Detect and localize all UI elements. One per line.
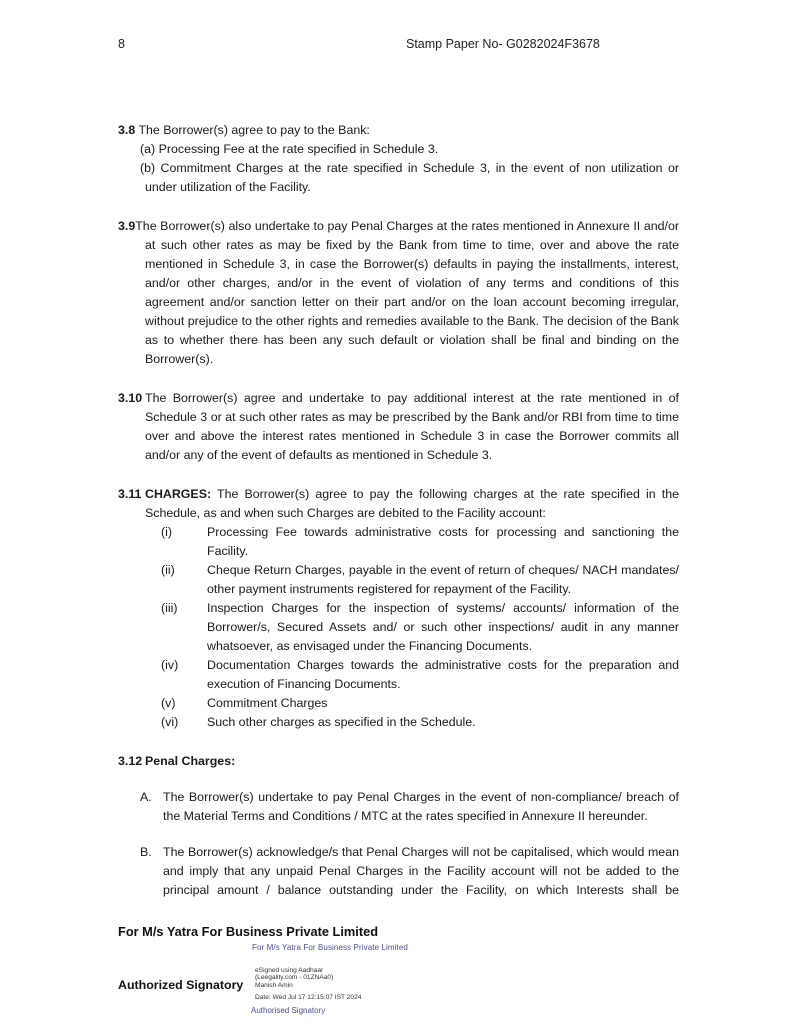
clause-number: 3.11 [118, 487, 142, 501]
item-number: (ii) [161, 563, 175, 577]
authorized-signatory-label: Authorized Signatory [118, 978, 244, 992]
charge-item-ii [118, 561, 679, 599]
text-line: Inspection Charges for the inspection of systems/ accounts/ information of the [207, 601, 679, 615]
clause-number: 3.8 [118, 123, 136, 137]
charge-item-iii [118, 599, 679, 656]
clause-3-12 [118, 752, 679, 771]
clause-text: The Borrower(s) also undertake to pay Penal Charges at the rates mentioned in Annexure II and/or [135, 219, 679, 233]
text-line: other payment instruments registered for repayment of the Facility. [207, 582, 572, 596]
text-line: and imply that any unpaid Penal Charges in the Facility account will not be added to the [163, 864, 679, 878]
clause-3-11 [118, 485, 679, 504]
clause-3-8-item-b-cont [118, 178, 679, 197]
esign-details [255, 967, 333, 989]
clause-3-10-cont [118, 408, 679, 465]
charge-item-v [118, 694, 679, 713]
text-line: under utilization of the Facility. [145, 180, 311, 194]
charge-item-iv [118, 656, 679, 694]
clause-number: 3.9 [118, 219, 136, 233]
item-number: (v) [161, 696, 176, 710]
text-line: execution of Financing Documents. [207, 677, 401, 691]
clause-3-9 [118, 217, 679, 236]
authorised-stamp: Authorised Signatory [251, 1006, 326, 1015]
penal-item-a [118, 788, 679, 826]
clause-heading: Penal Charges: [145, 754, 236, 768]
item-letter: B. [140, 845, 152, 859]
stamp-paper-number: Stamp Paper No- G0282024F3678 [406, 37, 600, 51]
text-line: Such other charges as specified in the Schedule. [207, 715, 476, 729]
text-line: and/or other charges, and/or in the event of violation of any terms and conditions of this [145, 276, 679, 290]
text-line: the Material Terms and Conditions / MTC at the rates specified in Annexure II hereunder. [163, 809, 648, 823]
clause-3-8 [118, 121, 679, 140]
charge-item-i [118, 523, 679, 561]
clause-text: The Borrower(s) agree and undertake to pay additional interest at the rate mentioned in of [145, 391, 679, 405]
text-line [118, 485, 679, 504]
clause-3-8-item-b [118, 159, 679, 178]
charge-item-vi [118, 713, 679, 732]
clause-3-11-cont [118, 504, 679, 523]
text-line: agreement and/or sanction letter on their part and/or on the loan account becoming irregular, [145, 295, 679, 309]
clause-heading: CHARGES: [145, 487, 212, 501]
clause-text: The Borrower(s) agree to pay to the Bank: [138, 123, 370, 137]
item-number: (iv) [161, 658, 179, 672]
text-line [118, 389, 679, 408]
text-line: mentioned in Schedule 3, in case the Borrower(s) defaults in paying the installments, interest, [145, 257, 679, 271]
text-line: Facility. [207, 544, 249, 558]
esign-signer: Manish Amin [255, 981, 293, 989]
text-line: Borrower/s, Secured Assets and/ or such other inspections/ audit in any manner [207, 620, 679, 634]
text-line: (b) Commitment Charges at the rate specified in Schedule 3, in the event of non utilization or [140, 161, 679, 175]
text-line: The Borrower(s) acknowledge/s that Penal Charges will not be capitalised, which would mean [163, 845, 679, 859]
item-letter: A. [140, 790, 152, 804]
item-number: (i) [161, 525, 173, 539]
esign-line: eSigned using Aadhaar [255, 967, 324, 974]
text-line: Processing Fee towards administrative costs for processing and sanctioning the [207, 525, 679, 539]
text-line: and/or any of the event of defaults as mentioned in Schedule 3. [145, 448, 493, 462]
text-line: Commitment Charges [207, 696, 328, 710]
penal-item-b [118, 843, 679, 900]
company-name: For M/s Yatra For Business Private Limited [118, 924, 379, 939]
clause-3-8-item-a: (a) Processing Fee at the rate specified in Schedule 3. [140, 142, 439, 156]
text-line: Schedule 3 or at such other rates as may be prescribed by the Bank and/or RBI from time to time [145, 410, 679, 424]
text-line: as to whether there has been any such default or violation shall be final and binding on the [145, 333, 679, 347]
page-number: 8 [118, 37, 125, 51]
text-line: The Borrower(s) undertake to pay Penal Charges in the event of non-compliance/ breach of [163, 790, 679, 804]
clause-3-10 [118, 389, 679, 408]
text-line [118, 217, 679, 236]
text-line: without prejudice to the other rights and remedies available to the Bank. The decision of the Bank [145, 314, 679, 328]
text-line: Cheque Return Charges, payable in the event of return of cheques/ NACH mandates/ [207, 563, 679, 577]
text-line: Documentation Charges towards the administrative costs for the preparation and [207, 658, 679, 672]
clause-number: 3.10 [118, 391, 143, 405]
esign-line: (Leegality.com - 01ZNAa0) [255, 974, 334, 982]
text-line: whatsoever, as envisaged under the Financing Documents. [207, 639, 533, 653]
clause-number: 3.12 [118, 754, 143, 768]
document-body [118, 121, 679, 900]
company-stamp: For M/s Yatra For Business Private Limited [252, 943, 408, 952]
item-number: (iii) [161, 601, 178, 615]
text-line: at such other rates as may be fixed by the Bank from time to time, over and above the rate [145, 238, 679, 252]
text-line: over and above the interest rates mentioned in Schedule 3 in case the Borrower commits all [145, 429, 679, 443]
text-line: Borrower(s). [145, 352, 214, 366]
text-line: principal amount / balance outstanding under the Facility, on which Interests shall be [163, 883, 679, 897]
clause-3-9-cont [118, 236, 679, 369]
text-line: Schedule, as and when such Charges are debited to the Facility account: [145, 506, 546, 520]
esign-date: Date: Wed Jul 17 12:15:07 IST 2024 [255, 994, 362, 1001]
item-number: (vi) [161, 715, 179, 729]
clause-text: The Borrower(s) agree to pay the following charges at the rate specified in the [217, 487, 679, 501]
